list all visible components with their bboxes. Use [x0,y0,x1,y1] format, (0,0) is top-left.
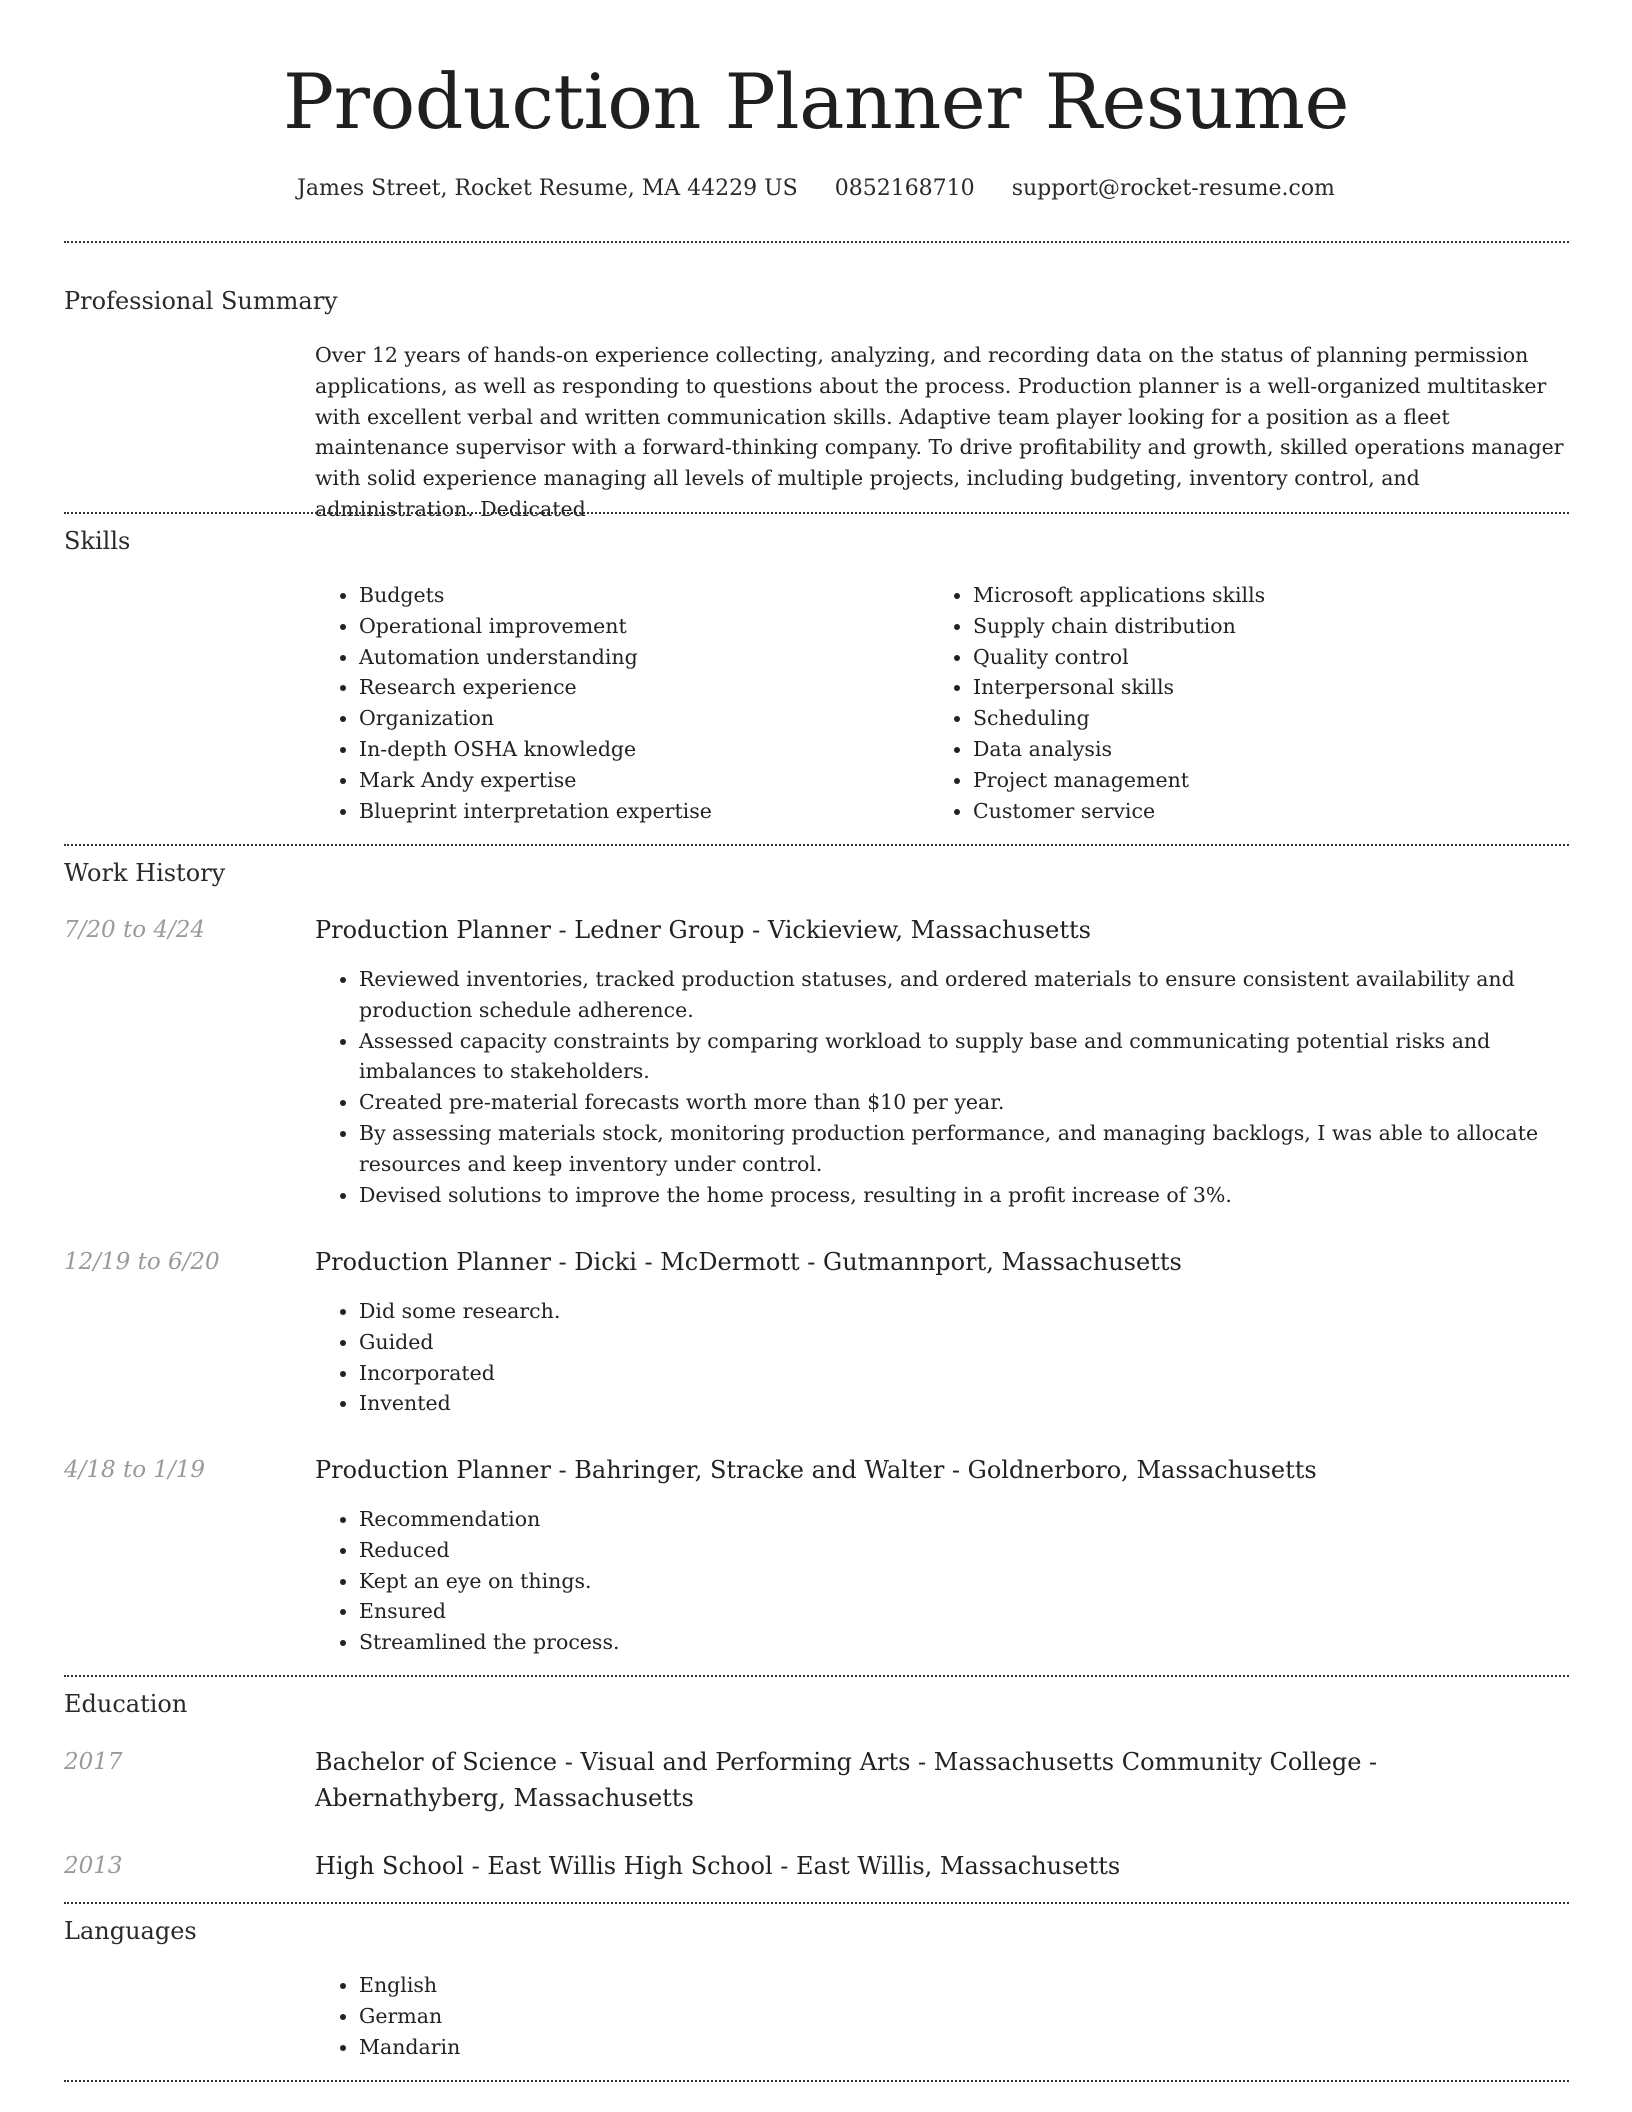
job-bullet: • Reduced [359,1535,1570,1566]
job-employer: - Ledner Group - Vickieview, Massachusetts [550,916,1091,944]
section-title-summary: Professional Summary [64,287,338,315]
education-degree: Bachelor of Science [315,1748,558,1776]
job-title [315,912,1570,948]
divider [64,241,1569,243]
job-bullets [315,1504,1570,1658]
job-bullets [315,964,1570,1210]
section-title-languages: Languages [64,1917,197,1945]
section-title-work-history: Work History [64,859,226,887]
contact-email: support@rocket-resume.com [1011,176,1335,201]
skill-item: • Scheduling [973,703,1529,734]
education-entry [315,1744,1570,1816]
divider [64,2080,1569,2082]
divider [64,512,1569,514]
skill-item: • Customer service [973,796,1529,827]
education-year: 2017 [64,1749,123,1775]
job-bullet: • Created pre-material forecasts worth more than $10 per year. [359,1087,1570,1118]
job-bullet: • Streamlined the process. [359,1627,1570,1658]
section-title-education: Education [64,1690,188,1718]
job-bullet: • Devised solutions to improve the home process, resulting in a profit increase of 3%. [359,1180,1570,1211]
divider [64,844,1569,846]
job-role: Production Planner [315,916,551,944]
job-bullet: • Recommendation [359,1504,1570,1535]
education-school: - East Willis High School - East Willis, Massachusetts [463,1852,1121,1880]
divider [64,1902,1569,1904]
language-item: • English [359,1970,1570,2001]
skill-item: • Mark Andy expertise [359,765,915,796]
education-entry [315,1848,1570,1884]
skills-column-right [929,580,1529,826]
job-bullet: • Guided [359,1327,1570,1358]
skill-item: • Project management [973,765,1529,796]
job-employer: - Bahringer, Stracke and Walter - Goldnerboro, Massachusetts [550,1456,1317,1484]
resume-title: Production Planner Resume [283,57,1349,146]
skill-item: • Interpersonal skills [973,672,1529,703]
divider [64,1675,1569,1677]
skill-item: • Budgets [359,580,915,611]
job-role: Production Planner [315,1248,551,1276]
job-bullet: • Reviewed inventories, tracked production statuses, and ordered materials to ensure consistent availability and production schedule adherence. [359,964,1570,1026]
job-title [315,1452,1570,1488]
skill-item: • Organization [359,703,915,734]
contact-info [0,172,1632,206]
job-title [315,1244,1570,1280]
skill-item: • Blueprint interpretation expertise [359,796,915,827]
job-bullets [315,1296,1570,1419]
job-bullet: • Kept an eye on things. [359,1566,1570,1597]
language-item: • German [359,2001,1570,2032]
skill-item: • Quality control [973,642,1529,673]
job-bullet: • Assessed capacity constraints by comparing workload to supply base and communicating potential risks and imbalances to stakeholders. [359,1026,1570,1088]
skill-item: • Supply chain distribution [973,611,1529,642]
skill-item: • Operational improvement [359,611,915,642]
job-bullet: • Incorporated [359,1358,1570,1389]
job-bullet: • Ensured [359,1596,1570,1627]
education-school: - Visual and Performing Arts - Massachusetts Community College - Abernathyberg, Massachusetts [315,1748,1378,1812]
job-bullet: • Did some research. [359,1296,1570,1327]
language-item: • Mandarin [359,2032,1570,2063]
summary-text: Over 12 years of hands-on experience collecting, analyzing, and recording data on the status of planning permission applications, as well as responding to questions about the process. Production planner is a well-organized multitasker with excellent verbal and written communication skills. Adaptive team player looking for a position as a fleet maintenance supervisor with a forward-thinking company. To drive profitability and growth, skilled operations manager with solid experience managing all levels of multiple projects, including budgeting, inventory control, and administration. Dedicated [315,343,1564,521]
job-dates: 4/18 to 1/19 [64,1457,206,1483]
job-dates: 12/19 to 6/20 [64,1249,220,1275]
skill-item: • In-depth OSHA knowledge [359,734,915,765]
skill-item: • Research experience [359,672,915,703]
education-degree: High School [315,1852,464,1880]
job-bullet: • By assessing materials stock, monitoring production performance, and managing backlogs, I was able to allocate resources and keep inventory under control. [359,1118,1570,1180]
skill-item: • Data analysis [973,734,1529,765]
skill-item: • Microsoft applications skills [973,580,1529,611]
contact-address: James Street, Rocket Resume, MA 44229 US [297,176,798,201]
skill-item: • Automation understanding [359,642,915,673]
job-employer: - Dicki - McDermott - Gutmannport, Massachusetts [550,1248,1182,1276]
skills-column-left [315,580,915,826]
job-bullet: • Invented [359,1388,1570,1419]
job-role: Production Planner [315,1456,551,1484]
education-year: 2013 [64,1853,123,1879]
job-dates: 7/20 to 4/24 [64,917,206,943]
section-title-skills: Skills [64,527,131,555]
contact-phone: 0852168710 [834,176,975,201]
languages-list [315,1970,1570,2062]
